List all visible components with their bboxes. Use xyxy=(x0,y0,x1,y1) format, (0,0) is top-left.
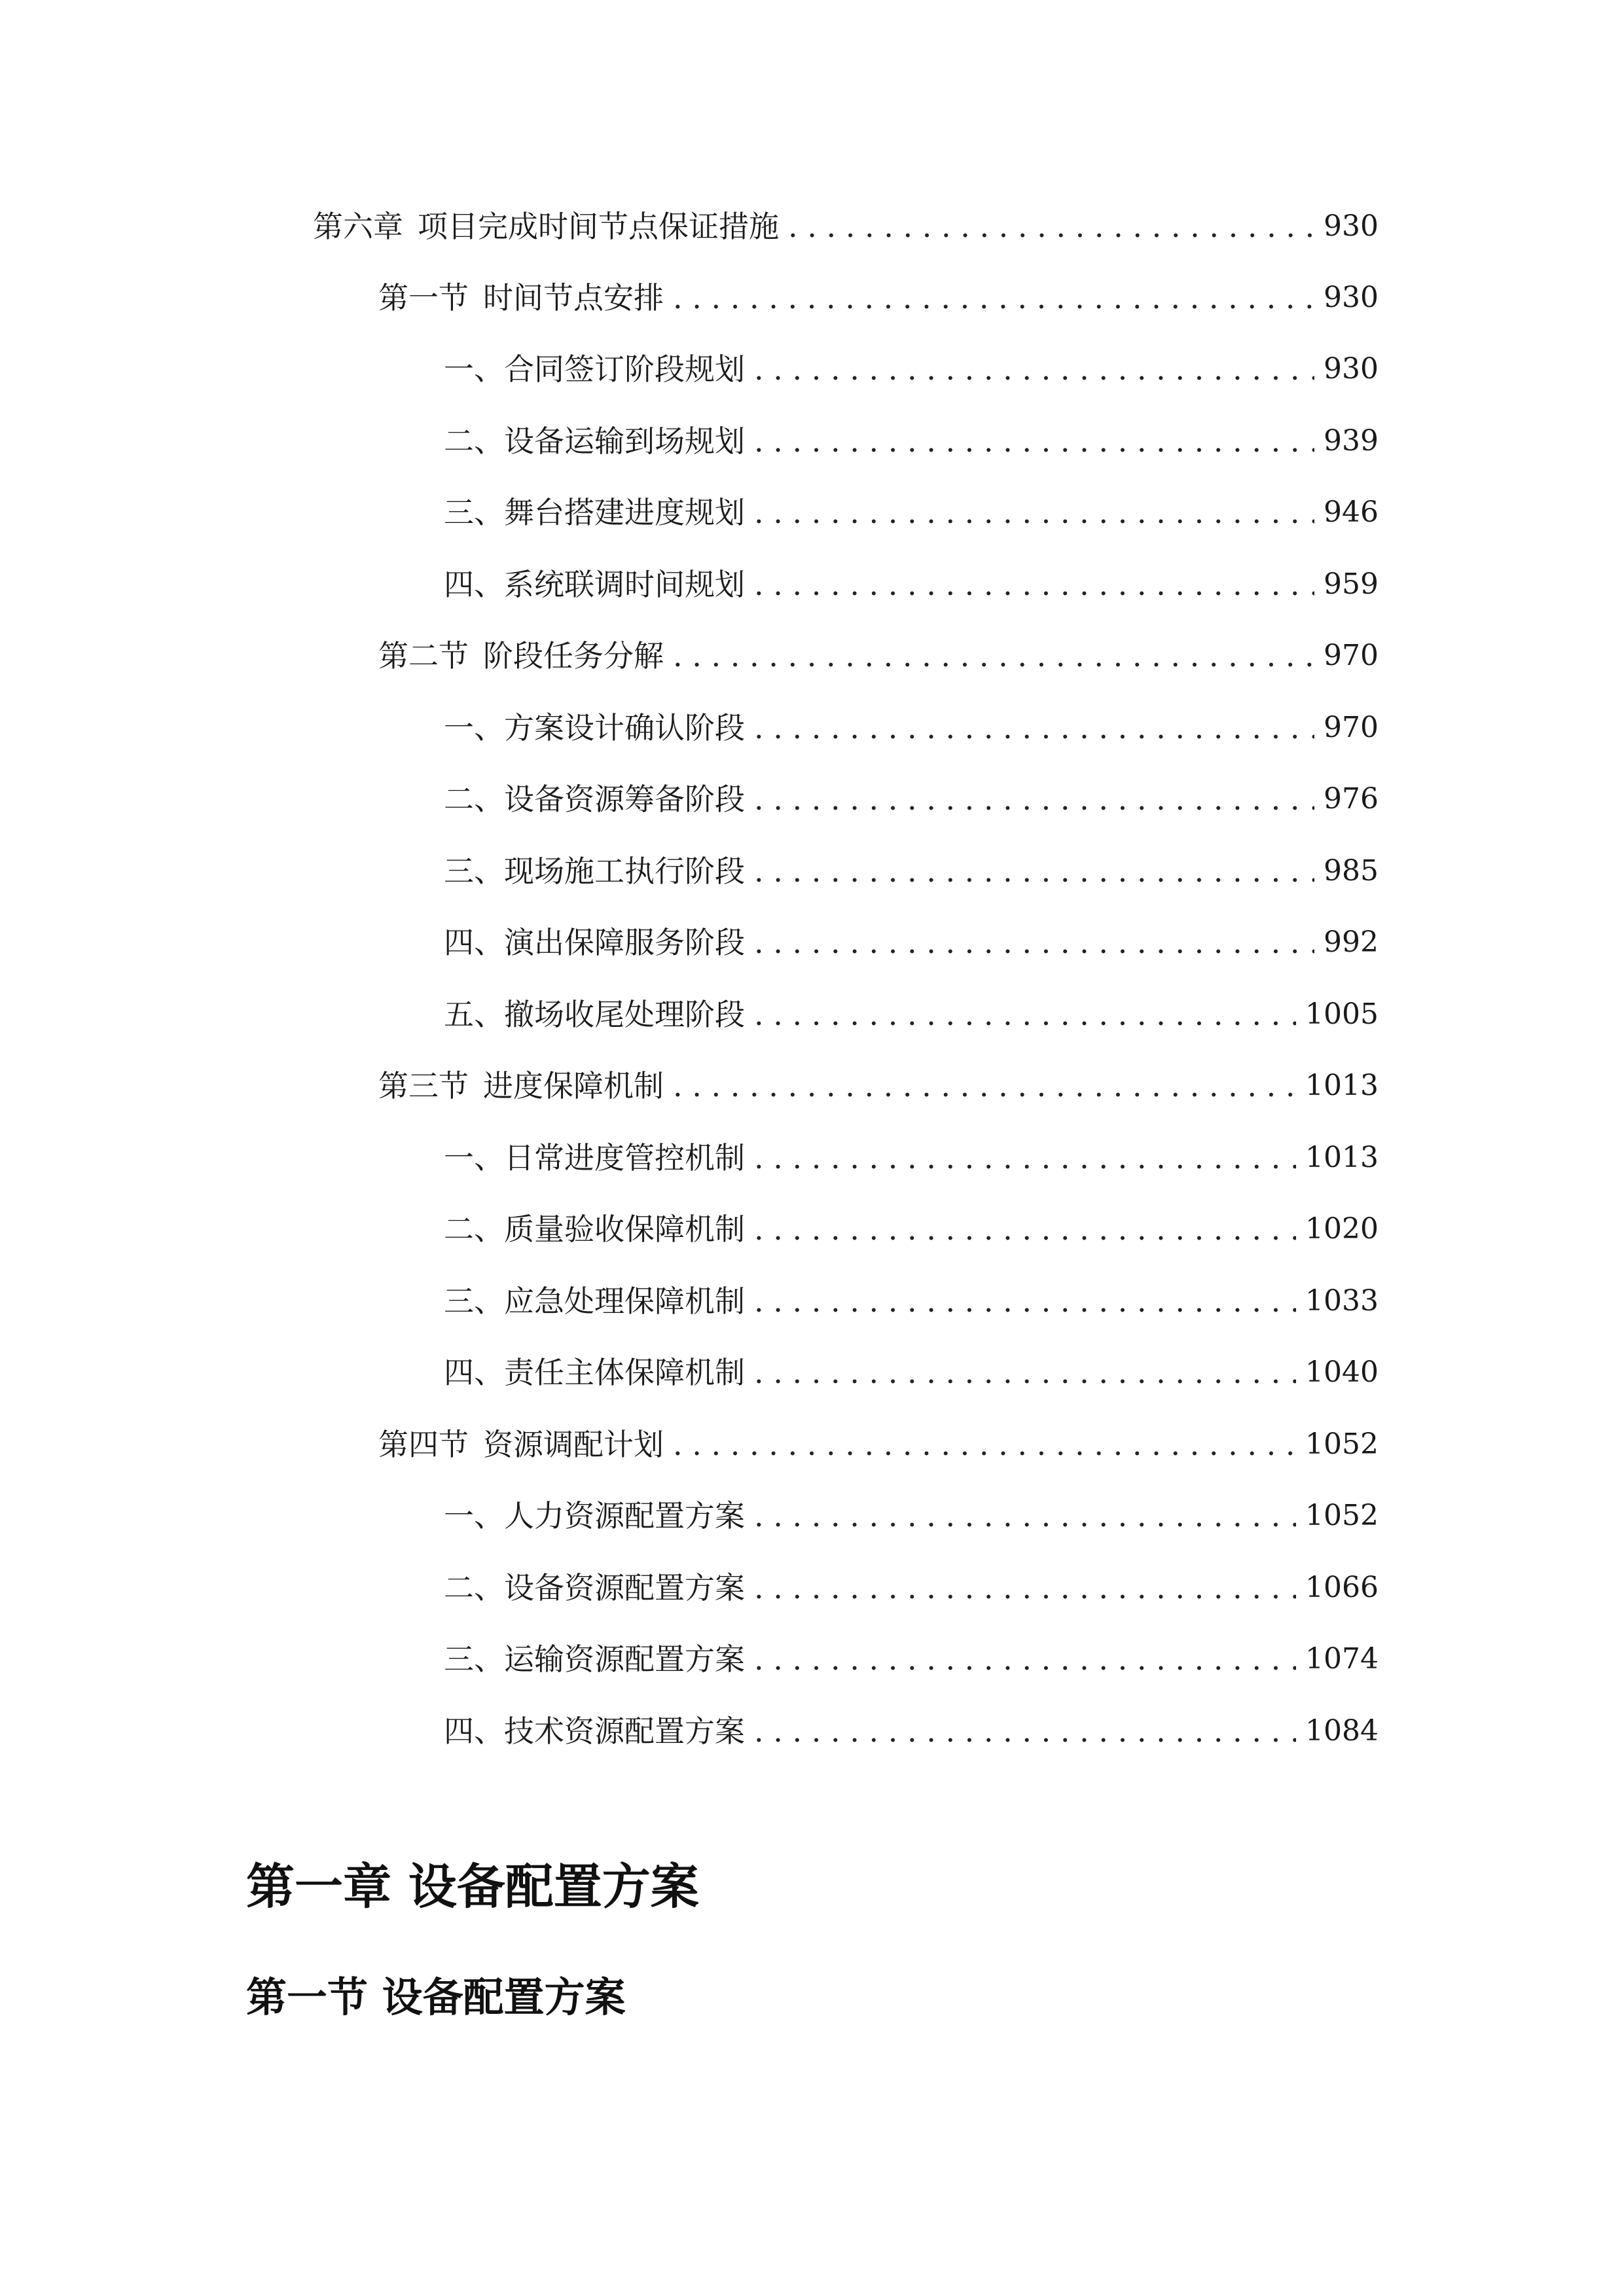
toc-entry-label: 技术资源配置方案 xyxy=(504,1713,745,1749)
toc-leader-dots xyxy=(754,1353,1296,1392)
toc-entry-number: 一、 xyxy=(444,351,504,387)
toc-entry-label: 进度保障机制 xyxy=(483,1068,664,1103)
toc-entry-label: 设备运输到场规划 xyxy=(504,423,745,459)
toc-entry-label: 人力资源配置方案 xyxy=(504,1498,745,1534)
toc-entry[interactable] xyxy=(444,336,1379,389)
toc-entry[interactable] xyxy=(313,194,1379,246)
toc-entry-page: 946 xyxy=(1324,495,1379,529)
toc-entry-page: 1066 xyxy=(1305,1571,1379,1604)
toc-entry[interactable] xyxy=(444,408,1379,461)
toc-entry[interactable] xyxy=(444,695,1379,747)
toc-entry-page: 1013 xyxy=(1305,1141,1379,1174)
toc-entry-label: 合同签订阶段规划 xyxy=(504,351,745,387)
toc-entry-page: 930 xyxy=(1324,209,1379,243)
toc-entry-number: 四、 xyxy=(444,1355,504,1390)
toc-entry-label: 日常进度管控机制 xyxy=(504,1140,745,1175)
toc-leader-dots xyxy=(754,1282,1296,1321)
toc-entry-label: 舞台搭建进度规划 xyxy=(504,495,745,530)
toc-entry-number: 三、 xyxy=(444,495,504,530)
toc-leader-dots xyxy=(754,1210,1296,1249)
toc-leader-dots xyxy=(754,1640,1296,1679)
toc-entry-page: 1040 xyxy=(1305,1355,1379,1389)
toc-entry[interactable] xyxy=(444,1340,1379,1392)
toc-leader-dots xyxy=(673,636,1314,675)
toc-leader-dots xyxy=(754,350,1314,389)
toc-entry[interactable] xyxy=(444,766,1379,819)
toc-entry-page: 1052 xyxy=(1305,1427,1379,1461)
toc-entry[interactable] xyxy=(444,1555,1379,1607)
toc-leader-dots xyxy=(673,278,1314,317)
toc-leader-dots xyxy=(754,852,1314,891)
toc-entry-page: 985 xyxy=(1324,854,1379,888)
toc-entry-page: 1020 xyxy=(1305,1212,1379,1246)
toc-entry-label: 阶段任务分解 xyxy=(483,638,664,673)
toc-entry-label: 运输资源配置方案 xyxy=(504,1641,745,1677)
toc-entry-page: 1013 xyxy=(1305,1069,1379,1102)
toc-entry[interactable] xyxy=(378,1053,1379,1105)
toc-entry-number: 一、 xyxy=(444,710,504,745)
toc-entry-label: 演出保障服务阶段 xyxy=(504,925,745,960)
toc-entry-page: 970 xyxy=(1324,639,1379,672)
toc-leader-dots xyxy=(754,493,1314,532)
toc-entry-page: 1052 xyxy=(1305,1499,1379,1532)
toc-entry-number: 四、 xyxy=(444,1713,504,1749)
toc-entry-label: 质量验收保障机制 xyxy=(504,1211,745,1247)
toc-entry-label: 责任主体保障机制 xyxy=(504,1355,745,1390)
toc-entry[interactable] xyxy=(444,910,1379,962)
toc-leader-dots xyxy=(754,565,1314,604)
toc-entry-number: 第四节 xyxy=(378,1427,469,1462)
toc-entry[interactable] xyxy=(444,982,1379,1034)
toc-leader-dots xyxy=(673,1425,1296,1464)
toc-leader-dots xyxy=(754,780,1314,819)
toc-leader-dots xyxy=(754,1496,1296,1535)
toc-entry[interactable] xyxy=(378,1412,1379,1464)
toc-entry-page: 1033 xyxy=(1305,1284,1379,1318)
toc-leader-dots xyxy=(754,1138,1296,1177)
toc-entry-page: 992 xyxy=(1324,925,1379,959)
toc-entry[interactable] xyxy=(444,1196,1379,1249)
toc-entry-label: 资源调配计划 xyxy=(483,1427,664,1462)
toc-entry-label: 项目完成时间节点保证措施 xyxy=(418,209,779,244)
toc-entry-number: 第三节 xyxy=(378,1068,469,1103)
toc-entry-number: 第六章 xyxy=(313,209,403,244)
toc-entry[interactable] xyxy=(444,1698,1379,1751)
toc-entry-number: 四、 xyxy=(444,567,504,602)
toc-entry-label: 现场施工执行阶段 xyxy=(504,853,745,889)
toc-entry-number: 二、 xyxy=(444,1570,504,1605)
toc-entry-number: 第一节 xyxy=(378,280,469,315)
toc-entry[interactable] xyxy=(444,552,1379,604)
toc-entry-page: 930 xyxy=(1324,352,1379,386)
toc-entry-number: 三、 xyxy=(444,1641,504,1677)
toc-entry[interactable] xyxy=(444,480,1379,532)
toc-leader-dots xyxy=(754,708,1314,747)
toc-entry-number: 一、 xyxy=(444,1498,504,1534)
toc-entry-number: 二、 xyxy=(444,1211,504,1247)
toc-entry-page: 959 xyxy=(1324,567,1379,601)
toc-entry-label: 方案设计确认阶段 xyxy=(504,710,745,745)
toc-leader-dots xyxy=(754,1712,1296,1751)
toc-entry-number: 二、 xyxy=(444,781,504,817)
toc-entry-number: 二、 xyxy=(444,423,504,459)
toc-entry-page: 970 xyxy=(1324,711,1379,744)
toc-entry[interactable] xyxy=(378,623,1379,675)
toc-entry-page: 1074 xyxy=(1305,1642,1379,1676)
toc-entry-label: 时间节点安排 xyxy=(483,280,664,315)
toc-entry-page: 939 xyxy=(1324,424,1379,457)
toc-entry-page: 1005 xyxy=(1305,997,1379,1031)
toc-leader-dots xyxy=(754,422,1314,461)
toc-entry-label: 设备资源配置方案 xyxy=(504,1570,745,1605)
chapter-heading: 第一章 设备配置方案 xyxy=(246,1859,699,1915)
toc-leader-dots xyxy=(754,923,1314,962)
toc-entry[interactable] xyxy=(378,265,1379,317)
toc-leader-dots xyxy=(673,1066,1296,1105)
toc-entry-page: 1084 xyxy=(1305,1714,1379,1748)
toc-entry[interactable] xyxy=(444,1483,1379,1535)
toc-entry[interactable] xyxy=(444,838,1379,891)
toc-leader-dots xyxy=(754,1568,1296,1607)
toc-entry-number: 三、 xyxy=(444,1283,504,1319)
toc-entry-label: 系统联调时间规划 xyxy=(504,567,745,602)
toc-entry-label: 设备资源筹备阶段 xyxy=(504,781,745,817)
toc-entry-page: 976 xyxy=(1324,782,1379,816)
toc-leader-dots xyxy=(754,995,1296,1034)
toc-leader-dots xyxy=(788,207,1314,246)
toc-entry[interactable] xyxy=(444,1626,1379,1679)
toc-entry-number: 一、 xyxy=(444,1140,504,1175)
toc-entry[interactable] xyxy=(444,1125,1379,1177)
toc-entry-number: 三、 xyxy=(444,853,504,889)
section-heading: 第一节 设备配置方案 xyxy=(246,1973,626,2021)
toc-entry-number: 第二节 xyxy=(378,638,469,673)
toc-entry-label: 应急处理保障机制 xyxy=(504,1283,745,1319)
toc-entry[interactable] xyxy=(444,1268,1379,1321)
toc-entry-label: 撤场收尾处理阶段 xyxy=(504,997,745,1032)
toc-entry-page: 930 xyxy=(1324,281,1379,314)
toc-entry-number: 四、 xyxy=(444,925,504,960)
toc-entry-number: 五、 xyxy=(444,997,504,1032)
